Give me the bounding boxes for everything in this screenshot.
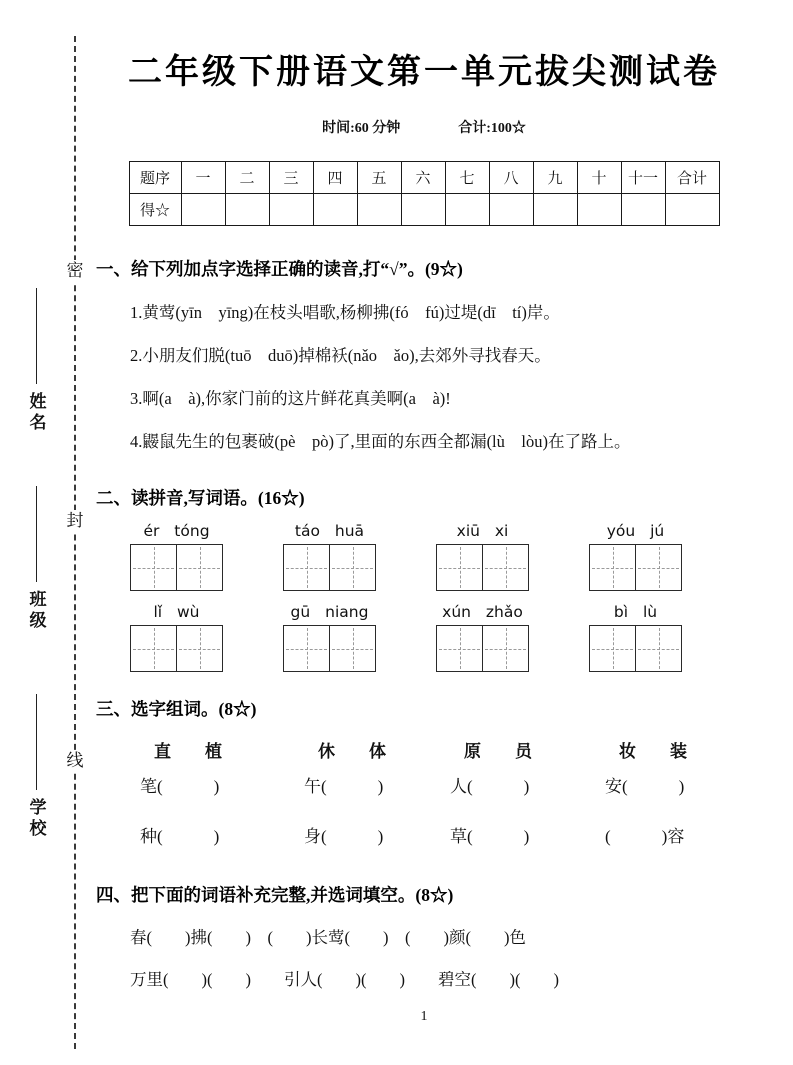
idiom-fill-row: 万里( )( ) 引人( )( ) 碧空( )( ) (130, 970, 559, 989)
writing-grid (436, 544, 529, 591)
pinyin-label: gū niang (290, 603, 369, 621)
class-label: 班级 (26, 590, 46, 632)
score-value-cell[interactable] (445, 194, 489, 226)
idiom-fill-row: 春( )拂( ) ( )长莺( ) ( )颜( )色 (130, 928, 526, 947)
writing-grid (436, 625, 529, 672)
score-value-cell[interactable] (181, 194, 225, 226)
seal-char-mi: 密 (63, 260, 87, 282)
score-value-cell[interactable] (401, 194, 445, 226)
writing-cell[interactable] (482, 545, 528, 590)
section-two (96, 485, 752, 672)
section-four (96, 882, 752, 1001)
score-value-cell[interactable] (621, 194, 665, 226)
score-col-label: 三 (269, 162, 313, 194)
total-score-label: 合计:100☆ (458, 121, 526, 136)
page-title: 二年级下册语文第一单元拔尖测试卷 (128, 53, 720, 91)
writing-cell[interactable] (590, 545, 635, 590)
pinyin-label: táo huā (294, 522, 365, 540)
writing-cell[interactable] (437, 626, 482, 671)
score-col-label: 六 (401, 162, 445, 194)
score-value-cell[interactable] (357, 194, 401, 226)
fill-blank: 身( ) (304, 827, 384, 846)
writing-cell[interactable] (635, 545, 681, 590)
class-blank-line[interactable] (36, 486, 37, 582)
writing-cell[interactable] (482, 626, 528, 671)
word-block (589, 522, 682, 591)
writing-cell[interactable] (176, 545, 222, 590)
question-item: 1.黄莺(yīn yīng)在枝头唱歌,杨柳拂(fó fú)过堤(dī tí)岸。 (130, 303, 560, 322)
fill-blank: 草( ) (450, 827, 530, 846)
char-pair: 休 体 (318, 742, 386, 761)
writing-grid (283, 544, 376, 591)
char-pair: 原 员 (464, 742, 532, 761)
writing-cell[interactable] (437, 545, 482, 590)
question-item: 3.啊(a à),你家门前的这片鲜花真美啊(a à)! (130, 389, 451, 408)
score-value-cell[interactable] (577, 194, 621, 226)
pinyin-label: bì lù (613, 603, 658, 621)
fill-blank: 种( ) (140, 827, 220, 846)
score-col-label: 十一 (621, 162, 665, 194)
writing-grid (589, 544, 682, 591)
score-value-cell[interactable] (225, 194, 269, 226)
score-col-label: 一 (181, 162, 225, 194)
section-two-heading: 二、读拼音,写词语。(16☆) (96, 488, 305, 508)
question-item: 2.小朋友们脱(tuō duō)掉棉袄(nǎo ǎo),去郊外寻找春天。 (130, 346, 551, 365)
writing-cell[interactable] (635, 626, 681, 671)
char-pair: 直 植 (154, 742, 222, 761)
writing-cell[interactable] (131, 626, 176, 671)
word-block (436, 522, 529, 591)
word-block (589, 603, 682, 672)
writing-grid (589, 625, 682, 672)
score-value-cell[interactable] (533, 194, 577, 226)
pinyin-label: ér tóng (143, 522, 210, 540)
pinyin-label: lǐ wù (153, 603, 200, 621)
seal-char-feng: 封 (63, 510, 87, 532)
score-col-label: 五 (357, 162, 401, 194)
school-label: 学校 (26, 798, 46, 840)
writing-grid (130, 625, 223, 672)
fill-blanks-row (96, 812, 752, 862)
fill-blank: 人( ) (450, 777, 530, 796)
name-label: 姓名 (26, 392, 46, 434)
writing-cell[interactable] (284, 545, 329, 590)
writing-cell[interactable] (590, 626, 635, 671)
fill-blank: ( )容 (605, 827, 685, 846)
fill-blank: 笔( ) (140, 777, 220, 796)
pinyin-label: xiū xi (456, 522, 509, 540)
section-three (96, 696, 752, 862)
pinyin-words-row (130, 603, 752, 672)
name-field (20, 288, 52, 434)
class-field (20, 486, 52, 632)
section-one (96, 256, 752, 463)
question-item: 4.鼹鼠先生的包裹破(pè pò)了,里面的东西全都漏(lù lòu)在了路上。 (130, 432, 631, 451)
score-value-cell[interactable] (489, 194, 533, 226)
exam-meta (96, 117, 752, 137)
character-pairs-row (96, 737, 752, 762)
writing-cell[interactable] (284, 626, 329, 671)
section-one-heading: 一、给下列加点字选择正确的读音,打“√”。(9☆) (96, 259, 463, 279)
fill-blanks-row (96, 762, 752, 812)
word-block (130, 603, 223, 672)
section-one-items (130, 291, 752, 463)
score-col-label: 九 (533, 162, 577, 194)
score-table (129, 161, 720, 226)
score-header-cell: 题序 (129, 162, 181, 194)
fill-blank: 安( ) (605, 777, 685, 796)
school-blank-line[interactable] (36, 694, 37, 790)
score-row-label: 得☆ (129, 194, 181, 226)
seal-char-xian: 线 (63, 750, 87, 772)
pinyin-words-row (130, 522, 752, 591)
word-block (130, 522, 223, 591)
score-col-label: 七 (445, 162, 489, 194)
name-blank-line[interactable] (36, 288, 37, 384)
writing-cell[interactable] (176, 626, 222, 671)
word-block (283, 522, 376, 591)
score-value-cell[interactable] (269, 194, 313, 226)
writing-grid (283, 625, 376, 672)
page-number: 1 (420, 1009, 428, 1024)
score-col-label: 八 (489, 162, 533, 194)
writing-cell[interactable] (329, 545, 375, 590)
section-three-heading: 三、选字组词。(8☆) (96, 699, 257, 719)
char-pair: 妆 装 (619, 742, 687, 761)
score-col-label: 四 (313, 162, 357, 194)
main-content (96, 0, 752, 1025)
word-block (436, 603, 529, 672)
score-table-header-row (129, 162, 719, 194)
school-field (20, 694, 52, 840)
score-table-value-row (129, 194, 719, 226)
score-col-label: 合计 (665, 162, 719, 194)
section-four-heading: 四、把下面的词语补充完整,并选词填空。(8☆) (96, 885, 454, 905)
score-col-label: 二 (225, 162, 269, 194)
writing-cell[interactable] (131, 545, 176, 590)
writing-grid (130, 544, 223, 591)
pinyin-label: yóu jú (606, 522, 665, 540)
score-value-cell[interactable] (665, 194, 719, 226)
time-label: 时间:60 分钟 (322, 121, 401, 136)
seal-dashed-line (74, 36, 76, 1049)
pinyin-label: xún zhǎo (442, 603, 523, 621)
fill-blank: 午( ) (304, 777, 384, 796)
word-block (283, 603, 376, 672)
writing-cell[interactable] (329, 626, 375, 671)
score-col-label: 十 (577, 162, 621, 194)
score-value-cell[interactable] (313, 194, 357, 226)
